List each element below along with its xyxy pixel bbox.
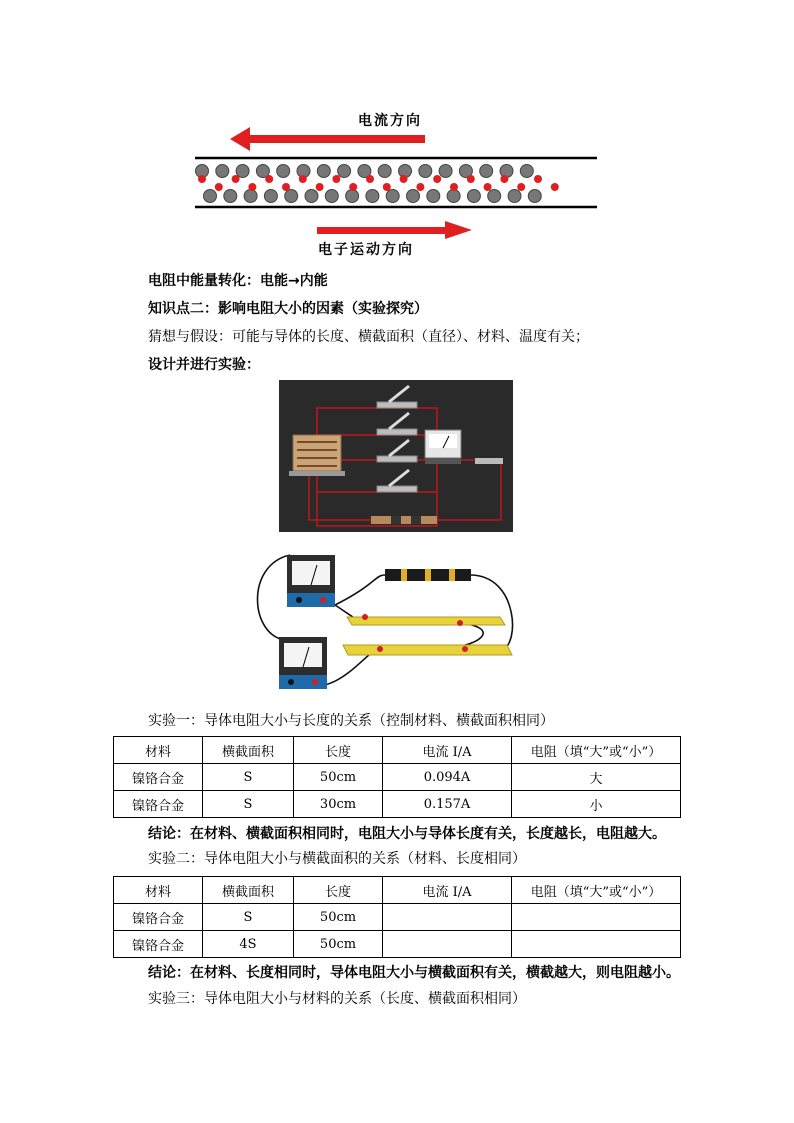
exp1-conclusion: 结论：在材料、横截面积相同时，电阻大小与导体长度有关，长度越长，电阻越大。 xyxy=(148,826,666,842)
header-cell: 电流 I/A xyxy=(383,877,512,904)
table-row xyxy=(114,764,681,791)
electron-icon xyxy=(467,175,475,183)
table-cell xyxy=(383,904,512,931)
atom-icon xyxy=(407,190,420,203)
table-cell: 50cm xyxy=(294,904,383,931)
electron-icon xyxy=(484,183,492,191)
atom-lattice xyxy=(196,165,559,203)
electron-icon xyxy=(416,183,424,191)
table-row xyxy=(114,904,681,931)
electron-icon xyxy=(383,183,391,191)
table-cell: 0.157A xyxy=(383,791,512,818)
atom-icon xyxy=(508,190,521,203)
atom-icon xyxy=(500,165,513,178)
table-row xyxy=(114,791,681,818)
table-cell xyxy=(383,931,512,958)
table-cell: S xyxy=(203,764,294,791)
table-cell: 镍铬合金 xyxy=(114,764,203,791)
apparatus-drawing-svg xyxy=(255,545,520,700)
table-cell: S xyxy=(203,904,294,931)
exp2-title: 实验二：导体电阻大小与横截面积的关系（材料、长度相同） xyxy=(148,851,526,867)
circuit-photo xyxy=(279,380,513,532)
exp1-table xyxy=(113,736,681,818)
atom-icon xyxy=(224,190,237,203)
table-cell: 30cm xyxy=(294,791,383,818)
electron-icon xyxy=(500,175,508,183)
electron-icon xyxy=(400,175,408,183)
electron-arrow xyxy=(445,221,472,239)
atom-icon xyxy=(216,165,229,178)
atom-icon xyxy=(325,190,338,203)
electron-icon xyxy=(299,175,307,183)
table-row xyxy=(114,931,681,958)
electron-icon xyxy=(349,183,357,191)
header-cell: 长度 xyxy=(294,737,383,764)
atom-icon xyxy=(419,165,432,178)
atom-icon xyxy=(378,165,391,178)
atom-icon xyxy=(264,190,277,203)
atom-icon xyxy=(447,190,460,203)
atom-icon xyxy=(277,165,290,178)
atom-icon xyxy=(520,165,533,178)
energy-conversion-line xyxy=(148,271,328,291)
table-cell xyxy=(512,931,681,958)
electron-icon xyxy=(232,175,240,183)
atom-icon xyxy=(204,190,217,203)
atom-icon xyxy=(427,190,440,203)
electron-icon xyxy=(265,175,273,183)
exp1-title: 实验一：导体电阻大小与长度的关系（控制材料、横截面积相同） xyxy=(148,713,554,729)
atom-icon xyxy=(467,190,480,203)
electron-icon xyxy=(450,183,458,191)
table-cell: 50cm xyxy=(294,764,383,791)
header-cell: 材料 xyxy=(114,877,203,904)
atom-icon xyxy=(386,190,399,203)
current-direction-label: 电流方向 xyxy=(358,113,422,129)
atom-icon xyxy=(285,190,298,203)
exp3-title: 实验三：导体电阻大小与材料的关系（长度、横截面积相同） xyxy=(148,991,526,1007)
table-cell: 大 xyxy=(512,764,681,791)
atom-icon xyxy=(305,190,318,203)
exp2-conclusion: 结论：在材料、长度相同时，导体电阻大小与横截面积有关，横截越大，则电阻越小。 xyxy=(148,965,680,981)
atom-icon xyxy=(488,190,501,203)
knowledge-point-heading: 知识点二：影响电阻大小的因素（实验探究） xyxy=(148,301,428,317)
circuit-photo-svg xyxy=(279,380,513,532)
table-cell: 4S xyxy=(203,931,294,958)
electron-icon xyxy=(282,183,290,191)
electron-icon xyxy=(198,175,206,183)
atom-icon xyxy=(236,165,249,178)
electron-icon xyxy=(517,183,525,191)
design-experiment-line: 设计并进行实验： xyxy=(148,357,260,373)
table-cell: 50cm xyxy=(294,931,383,958)
electron-icon xyxy=(248,183,256,191)
header-cell: 长度 xyxy=(294,877,383,904)
energy-line-text: 电阻中能量转化：电能→内能 xyxy=(148,273,328,289)
header-cell: 电阻（填“大”或“小”） xyxy=(512,877,681,904)
header-cell: 横截面积 xyxy=(203,877,294,904)
table-cell: 镍铬合金 xyxy=(114,904,203,931)
atom-icon xyxy=(338,165,351,178)
header-cell: 材料 xyxy=(114,737,203,764)
electron-icon xyxy=(366,175,374,183)
hypothesis-line: 猜想与假设：可能与导体的长度、横截面积（直径）、材料、温度有关； xyxy=(148,329,589,345)
table-header-row xyxy=(114,737,681,764)
table-header-row xyxy=(114,877,681,904)
table-cell: 0.094A xyxy=(383,764,512,791)
table-cell: 小 xyxy=(512,791,681,818)
table-cell: S xyxy=(203,791,294,818)
table-cell: 镍铬合金 xyxy=(114,931,203,958)
atom-icon xyxy=(528,190,541,203)
table-cell xyxy=(512,904,681,931)
electron-icon xyxy=(534,175,542,183)
atom-icon xyxy=(346,190,359,203)
atom-icon xyxy=(480,165,493,178)
electron-direction-label: 电子运动方向 xyxy=(318,242,414,258)
header-cell: 电阻（填“大”或“小”） xyxy=(512,737,681,764)
electron-icon xyxy=(551,183,559,191)
atom-icon xyxy=(439,165,452,178)
exp2-table xyxy=(113,876,681,958)
header-cell: 横截面积 xyxy=(203,737,294,764)
apparatus-drawing xyxy=(255,545,520,700)
header-cell: 电流 I/A xyxy=(383,737,512,764)
atom-icon xyxy=(244,190,257,203)
atom-icon xyxy=(317,165,330,178)
electron-icon xyxy=(316,183,324,191)
electron-icon xyxy=(215,183,223,191)
atom-icon xyxy=(366,190,379,203)
electron-icon xyxy=(332,175,340,183)
electron-icon xyxy=(433,175,441,183)
table-cell: 镍铬合金 xyxy=(114,791,203,818)
